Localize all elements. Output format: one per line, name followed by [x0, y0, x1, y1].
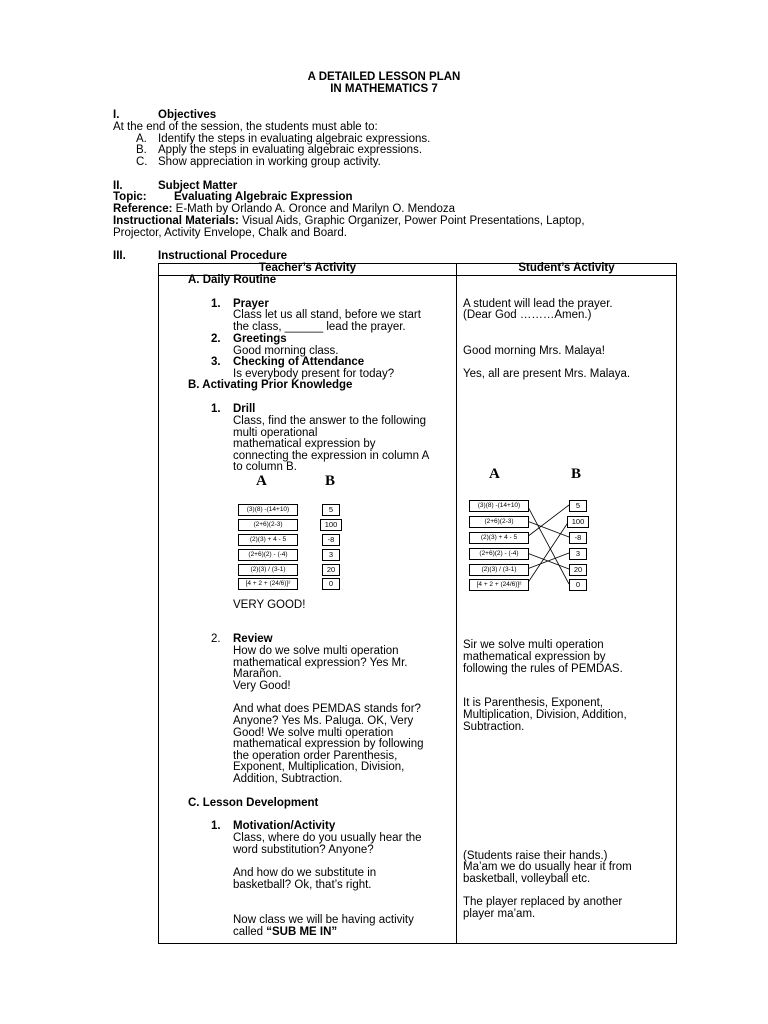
answer-box: 0: [569, 579, 587, 591]
topic-value: Evaluating Algebraic Expression: [174, 191, 353, 203]
lesson-development-heading: C. Lesson Development: [188, 797, 319, 809]
drill-text-1: Class, find the answer to the following: [233, 415, 427, 427]
student-prayer-1: A student will lead the prayer.: [463, 298, 613, 310]
section-heading-procedure: Instructional Procedure: [158, 250, 288, 262]
student-motivation-3: basketball, volleyball etc.: [463, 873, 591, 885]
expression-box: (2+6)(2) - (-4): [238, 549, 298, 561]
activity-text-2-pre: called: [233, 926, 267, 938]
student-prayer-2: (Dear God ………Amen.): [463, 309, 592, 321]
pemdas-text-5: the operation order Parenthesis,: [233, 750, 398, 762]
expression-box: (3)(8) -(14+10): [238, 504, 298, 516]
student-basketball-2: player ma’am.: [463, 908, 536, 920]
review-text-4: Very Good!: [233, 680, 291, 692]
review-text-3: Marañon.: [233, 668, 282, 680]
section-numeral-procedure: III.: [113, 250, 126, 262]
student-review-3: following the rules of PEMDAS.: [463, 663, 623, 675]
table-column-divider: [456, 263, 457, 944]
materials-line: [113, 216, 585, 228]
materials-line2: Projector, Activity Envelope, Chalk and Board.: [113, 227, 347, 239]
objective-letter-c: C.: [136, 156, 148, 168]
attendance-number: 3.: [211, 356, 221, 368]
drill-text-3: mathematical expression by: [233, 438, 376, 450]
reference-value: E-Math by Orlando A. Oronce and Marilyn O. Mendoza: [175, 203, 455, 215]
column-a-label: A: [256, 473, 267, 489]
reference-label: Reference:: [113, 203, 173, 215]
greetings-text: Good morning class.: [233, 345, 339, 357]
objective-text-b: Apply the steps in evaluating algebraic expressions.: [158, 144, 423, 156]
expression-box: [4 + 2 + (24/6)]²: [469, 579, 529, 591]
answer-box: -8: [322, 534, 340, 546]
drill-text-4: connecting the expression in column A: [233, 450, 430, 462]
drill-title: Drill: [233, 403, 256, 415]
expression-box: (3)(8) -(14+10): [469, 500, 529, 512]
student-review-2: mathematical expression by: [463, 651, 606, 663]
prayer-text-2: the class, ______ lead the prayer.: [233, 321, 406, 333]
answer-box: 5: [322, 504, 340, 516]
materials-value: Visual Aids, Graphic Organizer, Power Point Presentations, Laptop,: [242, 215, 585, 227]
answer-box: 3: [322, 549, 340, 561]
expression-box: [4 + 2 + (24/6)]²: [238, 578, 298, 590]
activating-heading: B. Activating Prior Knowledge: [188, 379, 353, 391]
objective-letter-b: B.: [136, 144, 147, 156]
expression-box: (2)(3) + 4 - 5: [469, 532, 529, 544]
answer-box: 0: [322, 578, 340, 590]
topic-label: Topic:: [113, 191, 147, 203]
drill-text-2: multi operational: [233, 427, 318, 439]
attendance-title: Checking of Attendance: [233, 356, 365, 368]
answer-box: 3: [569, 548, 587, 560]
daily-routine-heading: A. Daily Routine: [188, 274, 277, 286]
match-line: [527, 505, 569, 584]
review-number: 2.: [211, 633, 221, 645]
expression-box: (2)(3) / (3-1): [469, 564, 529, 576]
answer-box: 100: [567, 516, 589, 528]
objective-letter-a: A.: [136, 133, 147, 145]
matching-lines: [463, 462, 603, 597]
student-pemdas-2: Multiplication, Division, Addition,: [463, 709, 627, 721]
drill-diagram-teacher: [232, 474, 372, 594]
column-b-label: B: [325, 473, 336, 489]
column-a-label: A: [489, 466, 500, 482]
attendance-text: Is everybody present for today?: [233, 368, 395, 380]
activity-text-1: Now class we will be having activity: [233, 914, 414, 926]
expression-box: (2+6)(2-3): [469, 516, 529, 528]
expression-box: (2)(3) + 4 - 5: [238, 534, 298, 546]
materials-label: Instructional Materials:: [113, 215, 239, 227]
student-review-1: Sir we solve multi operation: [463, 639, 604, 651]
match-line: [527, 505, 569, 537]
answer-box: 20: [322, 564, 340, 576]
greetings-number: 2.: [211, 333, 221, 345]
motivation-text-1: Class, where do you usually hear the: [233, 832, 422, 844]
pemdas-text-3: Good! We solve multi operation: [233, 727, 394, 739]
section-numeral-objectives: I.: [113, 109, 120, 121]
prayer-text-1: Class let us all stand, before we start: [233, 309, 421, 321]
expression-box: (2+6)(2) - (-4): [469, 548, 529, 560]
drill-number: 1.: [211, 403, 221, 415]
basketball-text-1: And how do we substitute in: [233, 867, 377, 879]
greetings-title: Greetings: [233, 333, 287, 345]
pemdas-text-7: Addition, Subtraction.: [233, 773, 343, 785]
student-pemdas-1: It is Parenthesis, Exponent,: [463, 697, 603, 709]
answer-box: 100: [320, 519, 342, 531]
match-line: [527, 521, 569, 584]
objectives-intro: At the end of the session, the students must able to:: [113, 121, 378, 133]
expression-box: (2)(3) / (3-1): [238, 564, 298, 576]
section-heading-subject: Subject Matter: [158, 180, 238, 192]
column-header-teacher: Teacher’s Activity: [258, 262, 357, 274]
student-motivation-1: (Students raise their hands.): [463, 850, 608, 862]
drill-text-5: to column B.: [233, 461, 297, 473]
motivation-title: Motivation/Activity: [233, 820, 336, 832]
section-numeral-subject: II.: [113, 180, 123, 192]
prayer-title: Prayer: [233, 298, 269, 310]
reference-line: [113, 204, 455, 216]
student-greeting: Good morning Mrs. Malaya!: [463, 345, 605, 357]
review-title: Review: [233, 633, 273, 645]
student-motivation-2: Ma’am we do usually hear it from: [463, 861, 632, 873]
column-b-label: B: [571, 466, 582, 482]
answer-box: 5: [569, 500, 587, 512]
activity-text-2: [233, 927, 337, 939]
motivation-text-2: word substitution? Anyone?: [233, 844, 374, 856]
pemdas-text-4: mathematical expression by following: [233, 738, 424, 750]
motivation-number: 1.: [211, 820, 221, 832]
expression-box: (2+6)(2-3): [238, 519, 298, 531]
section-heading-objectives: Objectives: [158, 109, 217, 121]
very-good-text: VERY GOOD!: [233, 599, 306, 611]
match-line: [527, 521, 569, 537]
column-header-student: Student’s Activity: [518, 262, 615, 274]
activity-name: “SUB ME IN”: [266, 926, 338, 938]
student-pemdas-3: Subtraction.: [463, 721, 525, 733]
page-title-line1: A DETAILED LESSON PLAN: [307, 71, 461, 83]
drill-diagram-student: [463, 462, 603, 597]
page-title-line2: IN MATHEMATICS 7: [330, 83, 438, 95]
review-text-2: mathematical expression? Yes Mr.: [233, 657, 408, 669]
pemdas-text-1: And what does PEMDAS stands for?: [233, 703, 421, 715]
pemdas-text-6: Exponent, Multiplication, Division,: [233, 761, 405, 773]
student-basketball-1: The player replaced by another: [463, 896, 623, 908]
basketball-text-2: basketball? Ok, that’s right.: [233, 879, 372, 891]
pemdas-text-2: Anyone? Yes Ms. Paluga. OK, Very: [233, 715, 414, 727]
prayer-number: 1.: [211, 298, 221, 310]
answer-box: -8: [569, 532, 587, 544]
objective-text-a: Identify the steps in evaluating algebraic expressions.: [158, 133, 431, 145]
objective-text-c: Show appreciation in working group activity.: [158, 156, 381, 168]
student-attendance: Yes, all are present Mrs. Malaya.: [463, 368, 631, 380]
answer-box: 20: [569, 564, 587, 576]
review-text-1: How do we solve multi operation: [233, 645, 399, 657]
